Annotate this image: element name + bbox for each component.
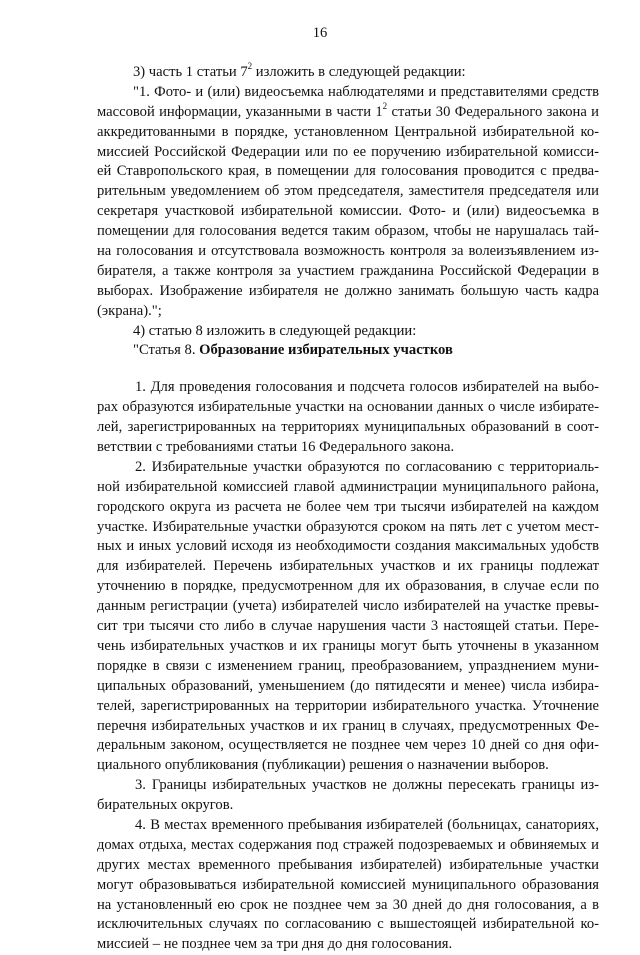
quoted-paragraph-1 — [97, 83, 599, 322]
text-line: 3. Границы избирательных участков не должны пересекать границы из- — [135, 777, 599, 794]
text-line: могут образовываться избирательной комиссией муниципального образования — [97, 876, 599, 893]
text-line: телей, зарегистрированных на территории избирательного участка. Уточнение — [97, 697, 599, 714]
text-line: миссией – не позднее чем за три дня до дня голосования. — [97, 936, 453, 953]
article-heading: "Статья 8. Образование избирательных участков — [133, 342, 453, 359]
text-line: бирательных округов. — [97, 797, 234, 814]
spacer — [97, 361, 599, 378]
text-line: перечня избирательных участков и их границ в случаях, предусмотренных Фе- — [97, 717, 599, 734]
text-line: других местах временного пребывания избирателей) избирательные участки — [97, 856, 599, 873]
paragraph-item-3: 3) часть 1 статьи $7^2$ изложить в следующей редакции: — [133, 61, 466, 80]
article-section-1 — [97, 378, 599, 458]
text-line: чень избирательных участков и их границы могут быть уточнены в указанном — [97, 637, 599, 654]
text-line: ципальных образований, уменьшением (до пятидесяти и менее) числа избира- — [97, 677, 599, 694]
text-line: 2. Избирательные участки образуются по согласованию с территориаль- — [135, 458, 599, 475]
article-section-4 — [97, 816, 599, 955]
text-line: исключительных случаях по согласованию с вышестоящей избирательной ко- — [97, 916, 599, 933]
text-line: деральным законом, осуществляется не позднее чем через 10 дней со дня офи- — [97, 737, 599, 754]
text-line: на установленный ею срок не позднее чем за 30 дней до дня голосования, а в — [97, 896, 599, 913]
text-line: для избирателей. Перечень избирательных участков и их границы подлежат — [97, 558, 599, 575]
text-line: 1. Для проведения голосования и подсчета голосов избирателей на выбо- — [135, 379, 599, 396]
text-line: миссией Российской Федерации или по ее поручению избирательной комисси- — [97, 143, 599, 160]
text-line: уточнению в порядке, предусмотренном для их образования, в случае если по — [97, 578, 599, 595]
text-line: аккредитованными в порядке, установленном Центральной избирательной ко- — [97, 123, 599, 140]
text-line: рах образуются избирательные участки на основании данных о числе избирате- — [97, 399, 599, 416]
article-section-3 — [97, 776, 599, 816]
text-line: помещении для голосования ведется таким образом, чтобы не нарушалась тай- — [97, 223, 599, 240]
text-line: ветствии с требованиями статьи 16 Федерального закона. — [97, 439, 455, 456]
text-line: сит три тысячи сто либо в случае нарушения части 3 настоящей статьи. Пере- — [97, 618, 599, 635]
document-body — [97, 63, 599, 955]
text-line: лей, зарегистрированных на территориях муниципальных образований в соот- — [97, 419, 599, 436]
text-line: массовой информации, указанными в части $1^2$ статьи 30 Федерального закона и — [97, 100, 599, 120]
page-number: 16 — [312, 25, 328, 41]
text-line: ной избирательной комиссией главой администрации муниципального района, — [97, 478, 599, 495]
text-line: циального опубликования (публикации) решения о назначении выборов. — [97, 757, 549, 774]
text-line: домах отдыха, местах содержания под стражей подозреваемых и обвиняемых и — [97, 836, 599, 853]
text-line: ных и иных условий исходя из необходимости создания максимальных удобств — [97, 538, 599, 555]
text-line: "1. Фото- и (или) видеосъемка наблюдателями и представителями средств — [133, 83, 599, 100]
text-line: ей Ставропольского края, в помещении для голосования проводится с предва- — [97, 163, 599, 180]
paragraph-item-4: 4) статью 8 изложить в следующей редакции: — [133, 322, 417, 339]
text-line: городского округа из расчета не более чем три тысячи избирателей на каждом — [97, 498, 599, 515]
article-section-2 — [97, 458, 599, 776]
text-line: участке. Избирательные участки образуются сроком на пять лет с учетом мест- — [97, 518, 599, 535]
text-line: данным регистрации (учета) избирателей число избирателей на участке превы- — [97, 598, 599, 615]
article-title: Образование избирательных участков — [199, 342, 453, 359]
text-line: порядке в связи с изменением границ, преобразованием, упразднением муни- — [97, 657, 599, 674]
text-line: на голосования и отсутствовала возможность контроля за волеизъявлением из- — [97, 243, 599, 260]
text-line: рительным уведомлением об этом председателя, заместителя председателя или — [97, 183, 599, 200]
text-line: (экрана)."; — [97, 302, 162, 319]
text-line: выборах. Изображение избирателя не должно занимать большую часть кадра — [97, 282, 599, 299]
text-line: бирателя, а также контроля за участием гражданина Российской Федерации в — [97, 262, 599, 279]
text-line: 4. В местах временного пребывания избирателей (больницах, санаториях, — [135, 816, 599, 833]
text-line: секретаря участковой избирательной комиссии. Фото- и (или) видеосъемка в — [97, 203, 599, 220]
